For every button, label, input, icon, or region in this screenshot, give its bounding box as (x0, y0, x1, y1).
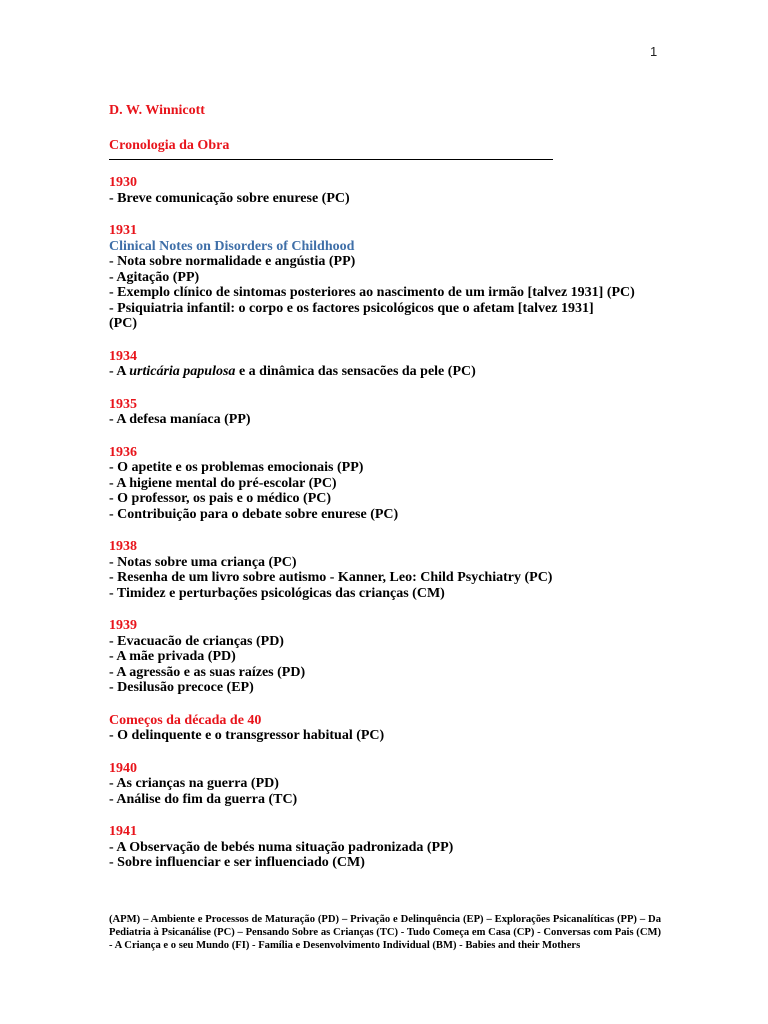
chronology-entry (109, 175, 709, 206)
entry-year: 1931 (109, 223, 137, 238)
entry-item: - Contribuição para o debate sobre enurese (PC) (109, 506, 399, 522)
entry-year: 1930 (109, 175, 137, 190)
entry-item: - Timidez e perturbações psicológicas das crianças (CM) (109, 585, 445, 601)
entry-year: 1939 (109, 618, 137, 633)
entry-subheading: Clinical Notes on Disorders of Childhood (109, 238, 355, 254)
entry-item: - O professor, os pais e o médico (PC) (109, 491, 332, 506)
entry-year: 1940 (109, 760, 137, 776)
entry-item: - O apetite e os problemas emocionais (PP) (109, 460, 364, 475)
chronology-entry (109, 824, 709, 871)
chronology-entry (109, 223, 709, 332)
entry-item: - Notas sobre uma criança (PC) (109, 554, 297, 570)
entry-item: - A higiene mental do pré-escolar (PC) (109, 475, 337, 491)
chronology-entry (109, 349, 709, 380)
entry-item: - Agitação (PP) (109, 269, 200, 285)
entry-item: - Nota sobre normalidade e angústia (PP) (109, 254, 356, 269)
entry-year: Começos da década de 40 (109, 712, 262, 728)
chronology-entry (109, 445, 709, 523)
title-divider (109, 159, 553, 160)
entry-item: - A Observação de bebés numa situação padronizada (PP) (109, 839, 454, 855)
entry-item-italic: urticária papulosa (129, 364, 236, 379)
entry-item-suffix: e a dinâmica das sensacões da pele (PC) (235, 364, 476, 379)
entry-item: - A mãe privada (PD) (109, 649, 236, 664)
entry-year: 1941 (109, 824, 137, 839)
entry-year: 1938 (109, 539, 137, 554)
entry-item: - As crianças na guerra (PD) (109, 776, 279, 791)
entry-item: - Breve comunicação sobre enurese (PC) (109, 190, 350, 206)
entry-item: - Resenha de um livro sobre autismo - Kanner, Leo: Child Psychiatry (PC) (109, 570, 553, 585)
chronology-list (109, 175, 709, 871)
entry-item-prefix: - A (109, 364, 130, 379)
entry-year: 1936 (109, 444, 137, 460)
entry-item: (PC) (109, 316, 137, 331)
document-author: D. W. Winnicott (109, 103, 205, 118)
entry-year: 1934 (109, 348, 137, 364)
entry-item: - O delinquente e o transgressor habitual (PC) (109, 728, 385, 743)
document-body (109, 103, 709, 871)
entry-item (109, 364, 709, 380)
page-number: 1 (650, 44, 658, 59)
entry-item: - A agressão e as suas raízes (PD) (109, 664, 306, 680)
chronology-entry (109, 539, 709, 601)
entry-item: - Análise do fim da guerra (TC) (109, 791, 298, 807)
entry-item: - Evacuacão de crianças (PD) (109, 633, 284, 649)
entry-item: - Psiquiatria infantil: o corpo e os factores psicológicos que o afetam [talvez 1931] (109, 300, 594, 316)
entry-year: 1935 (109, 396, 137, 412)
entry-item: - Desilusão precoce (EP) (109, 680, 254, 695)
chronology-entry (109, 761, 709, 808)
entry-item: - Exemplo clínico de sintomas posteriores ao nascimento de um irmão [talvez 1931] (PC) (109, 285, 635, 300)
entry-item: - A defesa maníaca (PP) (109, 412, 251, 427)
chronology-entry (109, 397, 709, 428)
chronology-entry (109, 618, 709, 696)
chronology-entry (109, 713, 709, 744)
document-subtitle: Cronologia da Obra (109, 137, 230, 153)
entry-item: - Sobre influenciar e ser influenciado (CM) (109, 855, 365, 870)
abbreviations-footer (109, 913, 661, 953)
abbreviations-text: (APM) – Ambiente e Processos de Maturação (PD) – Privação e Delinquência (EP) – Explorações Psicanalíticas (PP) – Da Pediatria à Psicanálise (PC) – Pensando Sobre as Crianças (TC) - Tudo Começa em Casa (CP) - Conversas com Pais (CM) - A Criança e o seu Mundo (FI) - Família e Desenvolvimento Individual (BM) - Babies and their Mothers (109, 914, 661, 952)
